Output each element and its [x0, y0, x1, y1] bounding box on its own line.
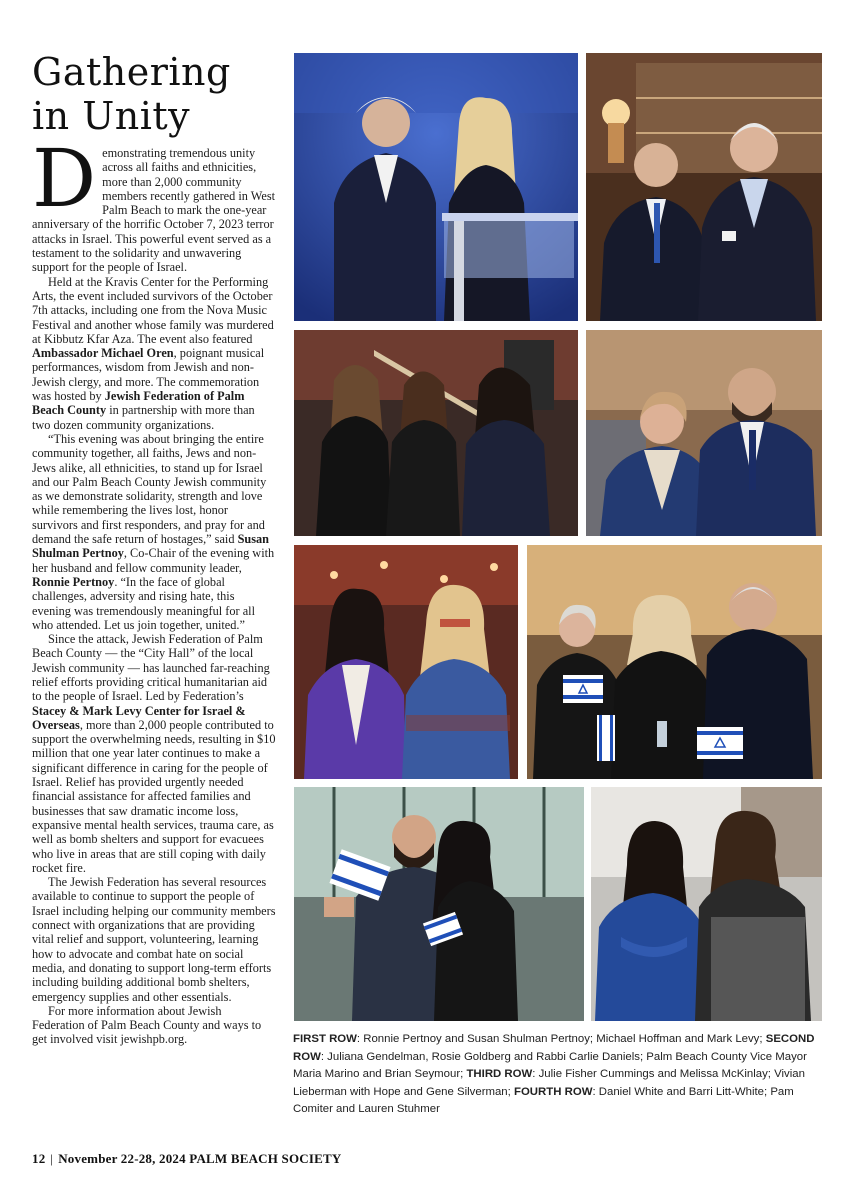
headline-line-1: Gathering [32, 50, 231, 94]
photo-cummings-mckinlay [294, 545, 518, 779]
headline-line-2: in Unity [32, 94, 191, 138]
photo-gendelman-goldberg-daniels [294, 330, 578, 536]
photo-ronnie-susan-pertnoy [294, 53, 578, 321]
paragraph-4 [32, 632, 276, 875]
paragraph-6: For more information about Jewish Federation of Palm Beach County and ways to get involved visit jewishpb.org. [32, 1003, 262, 1047]
photo-white-litt-white [294, 787, 584, 1021]
paragraph-3 [32, 432, 276, 632]
flag-1 [563, 675, 603, 703]
caption-text-second-row: : Juliana Gendelman, Rosie Goldberg and Rabbi Carlie Daniels; Palm Beach County Vice Mayor Maria Marino and Brian Seymour; [293, 1050, 807, 1081]
photo-lieberman-silverman [527, 545, 822, 779]
caption-text-fourth-row: : Daniel White and Barri Litt-White; Pam Comiter and Lauren Stuhmer [293, 1085, 794, 1116]
paragraph-1 [32, 132, 276, 275]
photo-hoffman-levy [586, 53, 822, 321]
article-body [32, 132, 276, 1047]
paragraph-4-text-c: , more than 2,000 people contributed to support the overwhelming needs, resulting in $10 million that one year later continues to make a significant difference in caring for the people of Israel. Relief has provided urgently needed financial assistance for affected families and businesses that saw dramatic income loss, expansive mental health services, trauma care, as well as bomb shelters and support for evacuees who live in areas that are still coping with daily rocket fire. [32, 717, 276, 875]
paragraph-2-text-a: Held at the Kravis Center for the Performing Arts, the event included survivors of the October 7th attacks, including one from the Nova Music Festival and another whose family was murdered at Kibbutz Kfar Aza. The event also featured [32, 274, 274, 346]
photo-marino-seymour [586, 330, 822, 536]
article [32, 50, 276, 1047]
publication-name: PALM BEACH SOCIETY [189, 1151, 342, 1166]
paragraph-5: The Jewish Federation has several resources available to continue to support the people of Israel including helping our community members connect with organizations that are providing vital relief and support, volunteering, learning how to advocate and combat hate on social media, and donating to support long-term efforts including building additional bomb shelters, emergency supplies and other essentials. [32, 875, 276, 1004]
paragraph-2-text-c: , poignant musical performances, wisdom from Jewish and non-Jewish clergy, and more. The commemoration was hosted by [32, 346, 265, 404]
page-number: 12 [32, 1151, 46, 1166]
footer-separator: | [50, 1151, 54, 1166]
name-ambassador: Ambassador Michael Oren [32, 346, 174, 361]
drop-cap: D [32, 132, 97, 225]
name-levy-center: Stacey & Mark Levy Center for Israel & Overseas [32, 703, 246, 732]
paragraph-2-text-d: in partnership with more than two dozen community organizations. [32, 403, 255, 432]
caption-text-first-row: : Ronnie Pertnoy and Susan Shulman Pertnoy; Michael Hoffman and Mark Levy; [356, 1033, 766, 1045]
paragraph-3-text-d: . “In the face of global challenges, adversity and rising hate, this evening was tremendously meaningful for all who attended. Let us join together, united.” [32, 574, 255, 632]
name-ronnie-pertnoy: Ronnie Pertnoy [32, 574, 115, 589]
photo-captions [293, 1031, 825, 1119]
caption-label-first-row: FIRST ROW [293, 1033, 357, 1045]
name-federation: Jewish Federation of Palm Beach County [32, 389, 245, 418]
headline [32, 50, 276, 138]
caption-text-third-row: : Julie Fisher Cummings and Melissa McKinlay; Vivian Lieberman with Hope and Gene Silverman; [293, 1068, 805, 1098]
photo-comiter-stuhmer [591, 787, 822, 1021]
caption-label-fourth-row: FOURTH ROW [513, 1085, 593, 1098]
paragraph-2 [32, 275, 276, 432]
paragraph-4-text-a: Since the attack, Jewish Federation of Palm Beach County — the “City Hall” of the local Jewish community — has launched far-reaching relief efforts providing critical humanitarian aid to the people of Israel. Led by Federation’s [32, 632, 270, 704]
paragraph-3-text-c: , Co-Chair of the evening with her husband and fellow community leader, [32, 546, 275, 575]
issue-date: November 22-28, 2024 [58, 1151, 186, 1166]
paragraph-3-text-a: “This evening was about bringing the entire community together, all faiths, Jews and non-Jews alike, all ethnicities, to stand up for Israel and our Palm Beach County Jewish community as we demonstrate solidarity, strength and love while remembering the lives lost, honor survivors and first responders, and pray for and demand the safe return of hostages,” said [32, 431, 267, 547]
page-footer [32, 1151, 341, 1167]
paragraph-1-text: emonstrating tremendous unity across all faiths and ethnicities, more than 2,000 community members recently gathered in West Palm Beach to mark the one-year anniversary of the horrific October 7, 2023 terror attacks in Israel. This powerful event served as a testament to the solidarity and unwavering support for the people of Israel. [32, 146, 276, 275]
caption-label-third-row: THIRD ROW [466, 1068, 533, 1081]
name-susan-pertnoy: Susan Shulman Pertnoy [32, 532, 270, 561]
caption-label-second-row: SECOND ROW [293, 1033, 815, 1063]
